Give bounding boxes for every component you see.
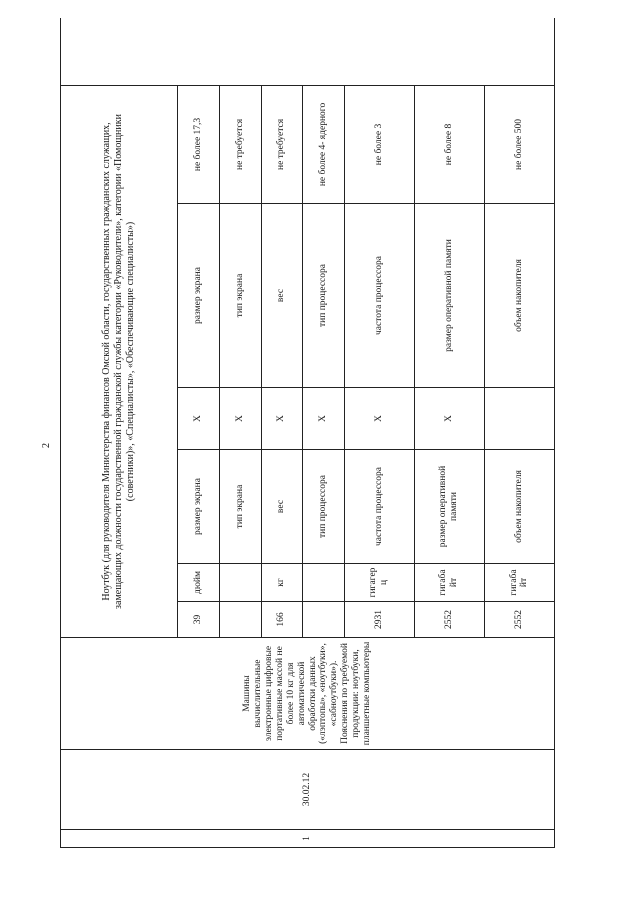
x-mark: X: [414, 388, 484, 450]
okei-code: 2931: [344, 602, 414, 638]
characteristics-table: [60, 18, 555, 848]
characteristic-value: не более 8: [414, 85, 484, 203]
x-mark: X: [303, 388, 345, 450]
characteristic-value: не требуется: [220, 85, 262, 203]
characteristic-value: не более 3: [344, 85, 414, 203]
row-number: 1: [61, 830, 555, 848]
unit-name: [220, 564, 262, 602]
okpd-code: 30.02.12: [61, 750, 555, 830]
category-heading: Ноутбук (для руководителя Министерства финансов Омской области, государственных гражданских служащих, замещающих должности государственной гражданской службы категории «Руководители», категории «Помощники (советники)», «Специалисты», «Обеспечивающие специалисты»): [61, 85, 178, 637]
okei-code: 2552: [414, 602, 484, 638]
product-description: Машины вычислительные электронные цифровые портативные массой не более 10 кг для автоматической обработки данных («лэптопы», «ноутбуки», «сабноутбуки»). Пояснения по требуемой продукции: ноутбуки, планшетные компьютеры: [61, 638, 555, 750]
characteristic-name-2: размер экрана: [178, 204, 220, 388]
x-mark: X: [220, 388, 262, 450]
characteristic-name: тип экрана: [220, 450, 262, 564]
empty-cell: [61, 18, 555, 85]
characteristic-value: не более 4- ядерного: [303, 85, 345, 203]
rotated-table-frame: [60, 18, 555, 848]
unit-name: кг: [261, 564, 303, 602]
characteristic-name-2: частота процессора: [344, 204, 414, 388]
characteristic-name: размер экрана: [178, 450, 220, 564]
okei-code: [220, 602, 262, 638]
characteristic-name: размер оперативной памяти: [414, 450, 484, 564]
table-landscape: [60, 18, 555, 848]
characteristic-name: вес: [261, 450, 303, 564]
unit-name: [303, 564, 345, 602]
page-number: 2: [41, 443, 52, 448]
unit-name: дюйм: [178, 564, 220, 602]
okei-code: [303, 602, 345, 638]
characteristic-name: частота процессора: [344, 450, 414, 564]
characteristic-value: не более 17,3: [178, 85, 220, 203]
okei-code: 39: [178, 602, 220, 638]
characteristic-name-2: тип экрана: [220, 204, 262, 388]
characteristic-name-2: тип процессора: [303, 204, 345, 388]
characteristic-name: тип процессора: [303, 450, 345, 564]
unit-name: гигагерц: [344, 564, 414, 602]
unit-name: гигабайт: [484, 564, 554, 602]
characteristic-value: не более 500: [484, 85, 554, 203]
characteristic-name-2: объем накопителя: [484, 204, 554, 388]
x-mark: X: [344, 388, 414, 450]
x-mark: [484, 388, 554, 450]
unit-name: гигабайт: [414, 564, 484, 602]
characteristic-name-2: вес: [261, 204, 303, 388]
okei-code: 166: [261, 602, 303, 638]
characteristic-value: не требуется: [261, 85, 303, 203]
characteristic-name-2: размер оперативной памяти: [414, 204, 484, 388]
table-row: [61, 18, 178, 848]
okei-code: 2552: [484, 602, 554, 638]
characteristic-name: объем накопителя: [484, 450, 554, 564]
x-mark: X: [178, 388, 220, 450]
x-mark: X: [261, 388, 303, 450]
